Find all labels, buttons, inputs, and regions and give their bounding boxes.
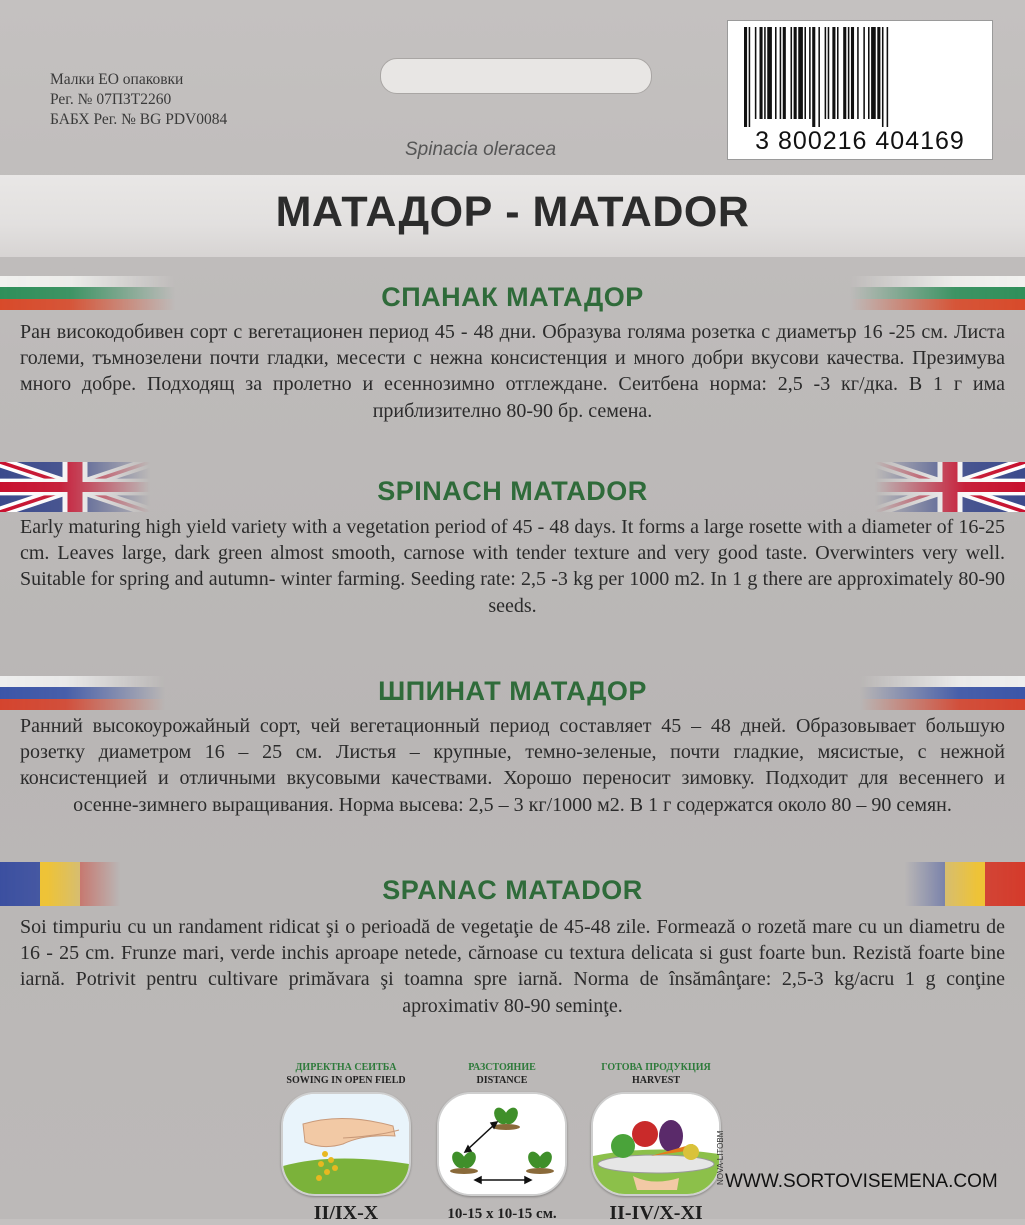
registration-info	[50, 70, 227, 130]
barcode-bar	[882, 27, 884, 127]
section-text-ru: Ранний высокоурожайный сорт, чей вегетационный период составляет 45 – 48 дней. Образовывает большую розетку диаметром 16 – 25 см. Листья – крупные, темно-зеленые, почти гладкие, мясистые, с нежной консистенцией и отличными вкусовыми качествами. Хорошо переносит зимовку. Подходит для весеннего и осенне-зимнего выращивания. Норма высева: 2,5 – 3 кг/1000 м2. В 1 г содержатся около 80 – 90 семян.	[20, 715, 1005, 816]
barcode-bar	[791, 27, 793, 119]
harvest-period: II-IV/X-XI	[609, 1202, 703, 1224]
distance-label-en: DISTANCE	[476, 1075, 528, 1086]
plant-spacing-icon	[437, 1092, 567, 1196]
barcode-bar	[809, 27, 811, 119]
sowing-info	[276, 1062, 416, 1225]
barcode-bar	[871, 27, 876, 119]
barcode-bar	[837, 27, 839, 119]
barcode-bar	[798, 27, 803, 119]
barcode-bar	[744, 27, 747, 127]
barcode-bar	[812, 27, 815, 127]
registration-line: БАБХ Рег. № BG PDV0084	[50, 111, 228, 128]
barcode-bar	[755, 27, 757, 119]
barcode-bar	[857, 27, 859, 119]
section-heading-en: SPINACH MATADOR	[377, 476, 648, 506]
harvest-info	[586, 1062, 726, 1225]
sowing-label-en: SOWING IN OPEN FIELD	[286, 1075, 406, 1086]
section-text-bg: Ран високодобивен сорт с вегетационен период 45 - 48 дни. Образува голяма розетка с диаметър 16 -25 см. Листа големи, тъмнозелени почти гладки, месести с нежна консистенция и много добри вкусови качества. Презимува много добре. Подходящ за пролетно и есеннозимно отглеждане. Сеитбена норма: 2,5 -3 кг/дка. В 1 г има приблизително 80-90 бр. семена.	[20, 321, 1005, 422]
section-heading-bg: СПАНАК МАТАДОР	[381, 282, 644, 312]
barcode-bar	[780, 27, 782, 119]
barcode-bar	[794, 27, 797, 119]
barcode-bar	[749, 27, 751, 127]
barcode-bar	[868, 27, 870, 119]
barcode-bars	[740, 27, 980, 127]
barcode-bar	[764, 27, 766, 119]
barcode-bar	[851, 27, 854, 119]
registration-line: Малки ЕО опаковки	[50, 71, 184, 88]
barcode-number: 3 800216 404169	[755, 127, 965, 155]
barcode-bar	[828, 27, 830, 119]
section-text-en: Early maturing high yield variety with a vegetation period of 45 - 48 days. It forms a large rosette with a diameter of 16-25 cm. Leaves large, dark green almost smooth, carnose with tender texture and very good taste. Overwinters very well. Suitable for spring and autumn- winter farming. Seeding rate: 2,5 -3 kg per 1000 m2. In 1 g there are approximately 80-90 seeds.	[20, 516, 1005, 617]
barcode-bar	[767, 27, 772, 119]
registration-line: Рег. № 07ПЗТ2260	[50, 91, 172, 108]
website-link[interactable]: WWW.SORTOVISEMENA.COM	[725, 1171, 998, 1192]
printer-mark: NOVA-LITOBM	[716, 1130, 725, 1185]
vegetable-tray-icon	[591, 1092, 721, 1196]
barcode-bar	[825, 27, 827, 119]
harvest-label-bg: ГОТОВА ПРОДУКЦИЯ	[601, 1062, 711, 1073]
latin-name: Spinacia oleracea	[405, 139, 557, 160]
hang-hole	[380, 58, 652, 94]
harvest-label-en: HARVEST	[632, 1075, 680, 1086]
product-title: МАТАДОР - MATADOR	[275, 188, 750, 236]
distance-info	[432, 1062, 572, 1223]
barcode-bar	[832, 27, 835, 119]
barcode-bar	[760, 27, 763, 119]
barcode-bar	[818, 27, 820, 127]
distance-label-bg: РАЗСТОЯНИЕ	[468, 1062, 536, 1073]
barcode-bar	[877, 27, 880, 119]
sowing-label-bg: ДИРЕКТНА СЕИТБА	[295, 1062, 397, 1073]
sowing-period: II/IX-X	[313, 1202, 379, 1224]
barcode-bar	[863, 27, 865, 119]
section-heading-ro: SPANAC MATADOR	[382, 875, 643, 905]
spacing-value: 10-15 x 10-15 см.	[447, 1206, 557, 1222]
barcode-bar	[783, 27, 786, 119]
hand-sowing-icon	[281, 1092, 411, 1196]
barcode	[727, 20, 993, 160]
barcode-bar	[804, 27, 806, 119]
barcode-bar	[775, 27, 777, 119]
barcode-bar	[843, 27, 846, 119]
barcode-bar	[848, 27, 850, 119]
barcode-bar	[887, 27, 889, 127]
section-heading-ru: ШПИНАТ МАТАДОР	[378, 676, 647, 706]
section-text-ro: Soi timpuriu cu un randament ridicat şi o perioadă de vegetaţie de 45-48 zile. Formează o rozetă mare cu un diametru de 16 - 25 cm. Frunze mari, verde inchis aproape netede, cărnoase cu textura delicata si gust foarte bun. Rezistă foarte bine iarnă. Potrivit pentru cultivare primăvara şi toamna spre iarnă. Norma de însămânţare: 2,5-3 kg/acru 1 g conţine aproximativ 80-90 seminţe.	[20, 916, 1005, 1017]
